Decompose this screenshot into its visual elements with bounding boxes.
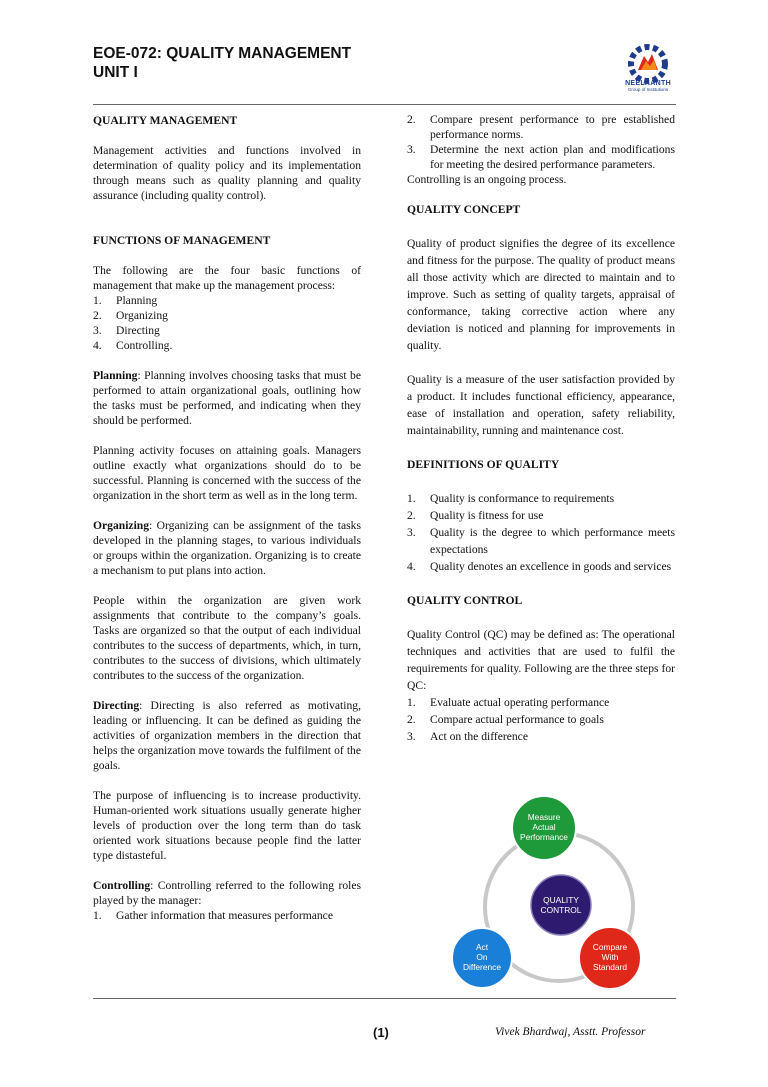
list-item: 3. Determine the next action plan and modifications for meeting the desired performance parameters. bbox=[407, 143, 675, 171]
svg-text:With: With bbox=[601, 952, 619, 962]
svg-text:Standard: Standard bbox=[593, 962, 627, 972]
directing-paragraph-2: The purpose of influencing is to increase productivity. Human-oriented work situations usually generate higher levels of production over the long term than do task oriented work situations because people find the latter type distasteful. bbox=[93, 789, 361, 862]
definitions-list bbox=[407, 490, 675, 575]
svg-text:Act: Act bbox=[475, 942, 489, 952]
list-item: 2. Compare present performance to pre established performance norms. bbox=[407, 113, 675, 141]
list-item: 3. Directing bbox=[93, 324, 160, 337]
page-number: (1) bbox=[373, 1025, 389, 1040]
right-column bbox=[407, 112, 675, 745]
planning-paragraph: Planning: Planning involves choosing tasks that must be performed to attain organizational goals, outlining how the tasks must be performed, and indicating when they should be performed. bbox=[93, 369, 361, 427]
svg-text:Difference: Difference bbox=[462, 962, 502, 972]
header-rule bbox=[93, 104, 676, 105]
quality-management-text: Management activities and functions involved in determination of quality policy and its implementation through means such as quality planning and quality assurance (including quality control). bbox=[93, 144, 361, 202]
footer-author: Vivek Bhardwaj, Asstt. Professor bbox=[495, 1026, 646, 1038]
svg-text:Compare: Compare bbox=[592, 942, 628, 952]
document-header bbox=[93, 44, 351, 82]
organizing-paragraph: Organizing: Organizing can be assignment of the tasks developed in the planning stages, to various individuals or groups within the organization. Organizing is to create a mechanism to put plans into action. bbox=[93, 519, 361, 577]
unit-title: UNIT I bbox=[93, 64, 138, 81]
definitions-heading: DEFINITIONS OF QUALITY bbox=[407, 458, 560, 471]
svg-text:Measure: Measure bbox=[527, 812, 561, 822]
svg-text:QUALITY: QUALITY bbox=[543, 895, 579, 905]
center-node bbox=[531, 875, 591, 935]
svg-text:CONTROL: CONTROL bbox=[540, 905, 582, 915]
quality-control-cycle-diagram bbox=[444, 795, 674, 995]
act-node bbox=[452, 928, 512, 988]
list-item: 2. Compare actual performance to goals bbox=[407, 713, 604, 726]
quality-concept-heading: QUALITY CONCEPT bbox=[407, 203, 521, 216]
quality-control-text: Quality Control (QC) may be defined as: The operational techniques and activities that are used to fulfil the requirements for quality. Following are the three steps for QC: bbox=[407, 628, 675, 692]
functions-intro: The following are the four basic functions of management that make up the management process: bbox=[93, 264, 361, 292]
quality-management-heading: QUALITY MANAGEMENT bbox=[93, 114, 238, 127]
svg-text:Actual: Actual bbox=[532, 822, 556, 832]
svg-text:Performance: Performance bbox=[520, 832, 568, 842]
directing-paragraph: Directing: Directing is also referred as motivating, leading or influencing. It can be defined as guiding the activities of organization members in the direction that helps the organization move towards the fulfilment of the goals. bbox=[93, 699, 361, 772]
list-item: 4. Quality denotes an excellence in goods and services bbox=[407, 560, 672, 573]
compare-node bbox=[579, 927, 641, 989]
logo-name: NEELKANTH bbox=[625, 80, 671, 87]
list-item: 2. Quality is fitness for use bbox=[407, 509, 544, 522]
planning-paragraph-2: Planning activity focuses on attaining goals. Managers outline exactly what organizations should do to be successful. Planning is concerned with the success of the organization in the short term as well as in the long term. bbox=[93, 444, 361, 502]
list-item: 1. Planning bbox=[93, 294, 158, 307]
functions-heading: FUNCTIONS OF MANAGEMENT bbox=[93, 234, 271, 247]
list-item: 1. Evaluate actual operating performance bbox=[407, 696, 610, 709]
list-item: 1. Quality is conformance to requirements bbox=[407, 492, 615, 505]
list-item: 3. Quality is the degree to which performance meets expectations bbox=[407, 526, 675, 556]
logo-text bbox=[612, 80, 684, 92]
list-item: 4. Controlling. bbox=[93, 339, 173, 352]
list-item: 3. Act on the difference bbox=[407, 730, 528, 743]
list-item: 2. Organizing bbox=[93, 309, 168, 322]
course-title: EOE-072: QUALITY MANAGEMENT bbox=[93, 45, 352, 62]
quality-control-heading: QUALITY CONTROL bbox=[407, 594, 523, 607]
organizing-paragraph-2: People within the organization are given work assignments that contribute to the company’s goals. Tasks are organized so that the output of each individual contributes to the success of departments, which, in turn, contributes to the success of divisions, which ultimately contributes to the success of the organization. bbox=[93, 594, 361, 682]
footer-rule bbox=[93, 998, 676, 999]
controlling-note: Controlling is an ongoing process. bbox=[407, 173, 567, 186]
functions-list bbox=[93, 293, 361, 353]
qc-steps-list bbox=[407, 694, 675, 745]
logo-tagline: Group of Institutions bbox=[627, 87, 669, 92]
controlling-paragraph: Controlling: Controlling referred to the following roles played by the manager: bbox=[93, 879, 361, 907]
measure-node bbox=[512, 796, 576, 860]
quality-concept-text-2: Quality is a measure of the user satisfaction provided by a product. It includes functional efficiency, appearance, ease of installation and operation, safety reliability, maintainability, running and maintenance cost. bbox=[407, 373, 675, 437]
list-item: 1. Gather information that measures performance bbox=[93, 909, 333, 922]
left-column bbox=[93, 113, 361, 923]
quality-concept-text-1: Quality of product signifies the degree of its excellence and fitness for the purpose. The quality of product means all those activity which are directed to maintain and to improve. Such as setting of quality targets, appraisal of conformance, taking corrective action where any deviation is noticed and planning for improvements in quality. bbox=[407, 237, 675, 352]
svg-text:On: On bbox=[476, 952, 488, 962]
